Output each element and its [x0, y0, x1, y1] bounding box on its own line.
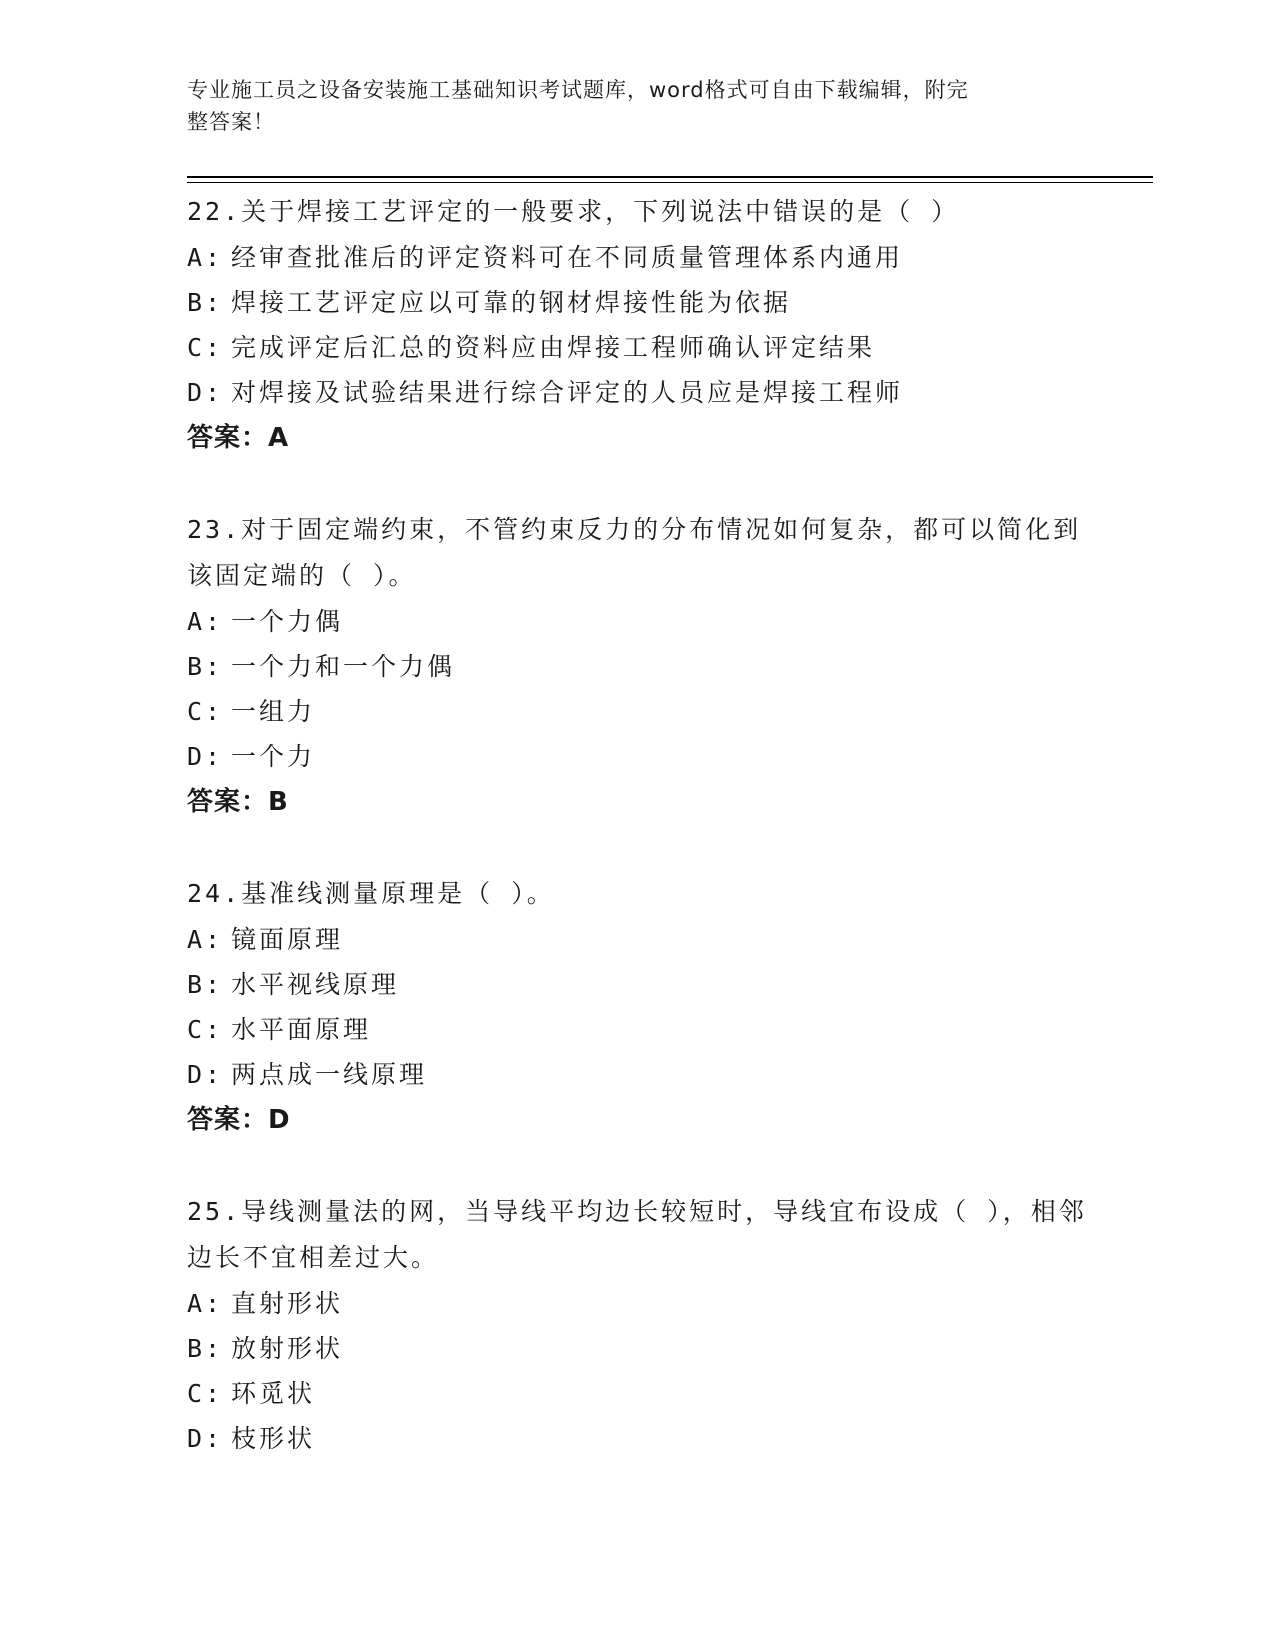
- option-letter: D:: [187, 742, 224, 771]
- option-text: 两点成一线原理: [231, 1060, 428, 1089]
- option-letter: C:: [187, 1015, 224, 1044]
- option-b: [187, 280, 1087, 325]
- option-text: 一个力和一个力偶: [231, 652, 456, 681]
- option-letter: D:: [187, 378, 224, 407]
- option-text: 环觅状: [231, 1379, 316, 1408]
- question-24: [187, 871, 1087, 1143]
- option-text: 水平面原理: [231, 1015, 372, 1044]
- option-letter: A:: [187, 1289, 224, 1318]
- question-list: [187, 189, 1087, 1507]
- option-a: [187, 235, 1087, 280]
- option-c: [187, 325, 1087, 370]
- option-letter: B:: [187, 652, 224, 681]
- option-d: [187, 734, 1087, 779]
- option-text: 一个力: [231, 742, 316, 771]
- option-text: 对焊接及试验结果进行综合评定的人员应是焊接工程师: [231, 378, 904, 407]
- option-text: 水平视线原理: [231, 970, 400, 999]
- option-text: 放射形状: [231, 1334, 344, 1363]
- option-letter: B:: [187, 288, 224, 317]
- question-stem: 25.导线测量法的网，当导线平均边长较短时，导线宜布设成（ ），相邻边长不宜相差过大。: [187, 1197, 1087, 1272]
- option-letter: B:: [187, 970, 224, 999]
- question-23: [187, 507, 1087, 825]
- option-letter: C:: [187, 697, 224, 726]
- option-d: [187, 370, 1087, 415]
- option-c: [187, 1007, 1087, 1052]
- option-letter: A:: [187, 243, 224, 272]
- option-b: [187, 1326, 1087, 1371]
- option-b: [187, 644, 1087, 689]
- answer-line: 答案：B: [187, 787, 289, 817]
- option-letter: A:: [187, 925, 224, 954]
- answer-line: 答案：D: [187, 1105, 291, 1135]
- option-text: 焊接工艺评定应以可靠的钢材焊接性能为依据: [231, 288, 792, 317]
- question-25: [187, 1189, 1087, 1461]
- option-d: [187, 1052, 1087, 1097]
- option-letter: B:: [187, 1334, 224, 1363]
- header-rule-thick: [187, 176, 1153, 178]
- option-letter: D:: [187, 1424, 224, 1453]
- question-stem: 23.对于固定端约束，不管约束反力的分布情况如何复杂，都可以简化到该固定端的（ ）。: [187, 515, 1082, 590]
- option-a: [187, 599, 1087, 644]
- option-text: 经审查批准后的评定资料可在不同质量管理体系内通用: [231, 243, 904, 272]
- option-c: [187, 1371, 1087, 1416]
- option-b: [187, 962, 1087, 1007]
- option-letter: A:: [187, 607, 224, 636]
- answer-line: 答案：A: [187, 423, 290, 453]
- question-22: [187, 189, 1087, 461]
- option-a: [187, 1281, 1087, 1326]
- option-c: [187, 689, 1087, 734]
- header-rule-thin: [187, 182, 1153, 183]
- option-letter: C:: [187, 333, 224, 362]
- option-text: 镜面原理: [231, 925, 344, 954]
- document-header: [187, 74, 1067, 138]
- header-line-1: 专业施工员之设备安装施工基础知识考试题库，word格式可自由下载编辑，附完: [187, 78, 969, 102]
- option-text: 完成评定后汇总的资料应由焊接工程师确认评定结果: [231, 333, 876, 362]
- question-stem: 24.基准线测量原理是（ ）。: [187, 879, 555, 908]
- option-text: 一组力: [231, 697, 316, 726]
- option-text: 枝形状: [231, 1424, 316, 1453]
- option-letter: D:: [187, 1060, 224, 1089]
- option-letter: C:: [187, 1379, 224, 1408]
- header-line-2: 整答案！: [187, 110, 275, 134]
- option-a: [187, 917, 1087, 962]
- question-stem: 22.关于焊接工艺评定的一般要求，下列说法中错误的是（ ）: [187, 197, 960, 226]
- option-text: 一个力偶: [231, 607, 344, 636]
- option-d: [187, 1416, 1087, 1461]
- option-text: 直射形状: [231, 1289, 344, 1318]
